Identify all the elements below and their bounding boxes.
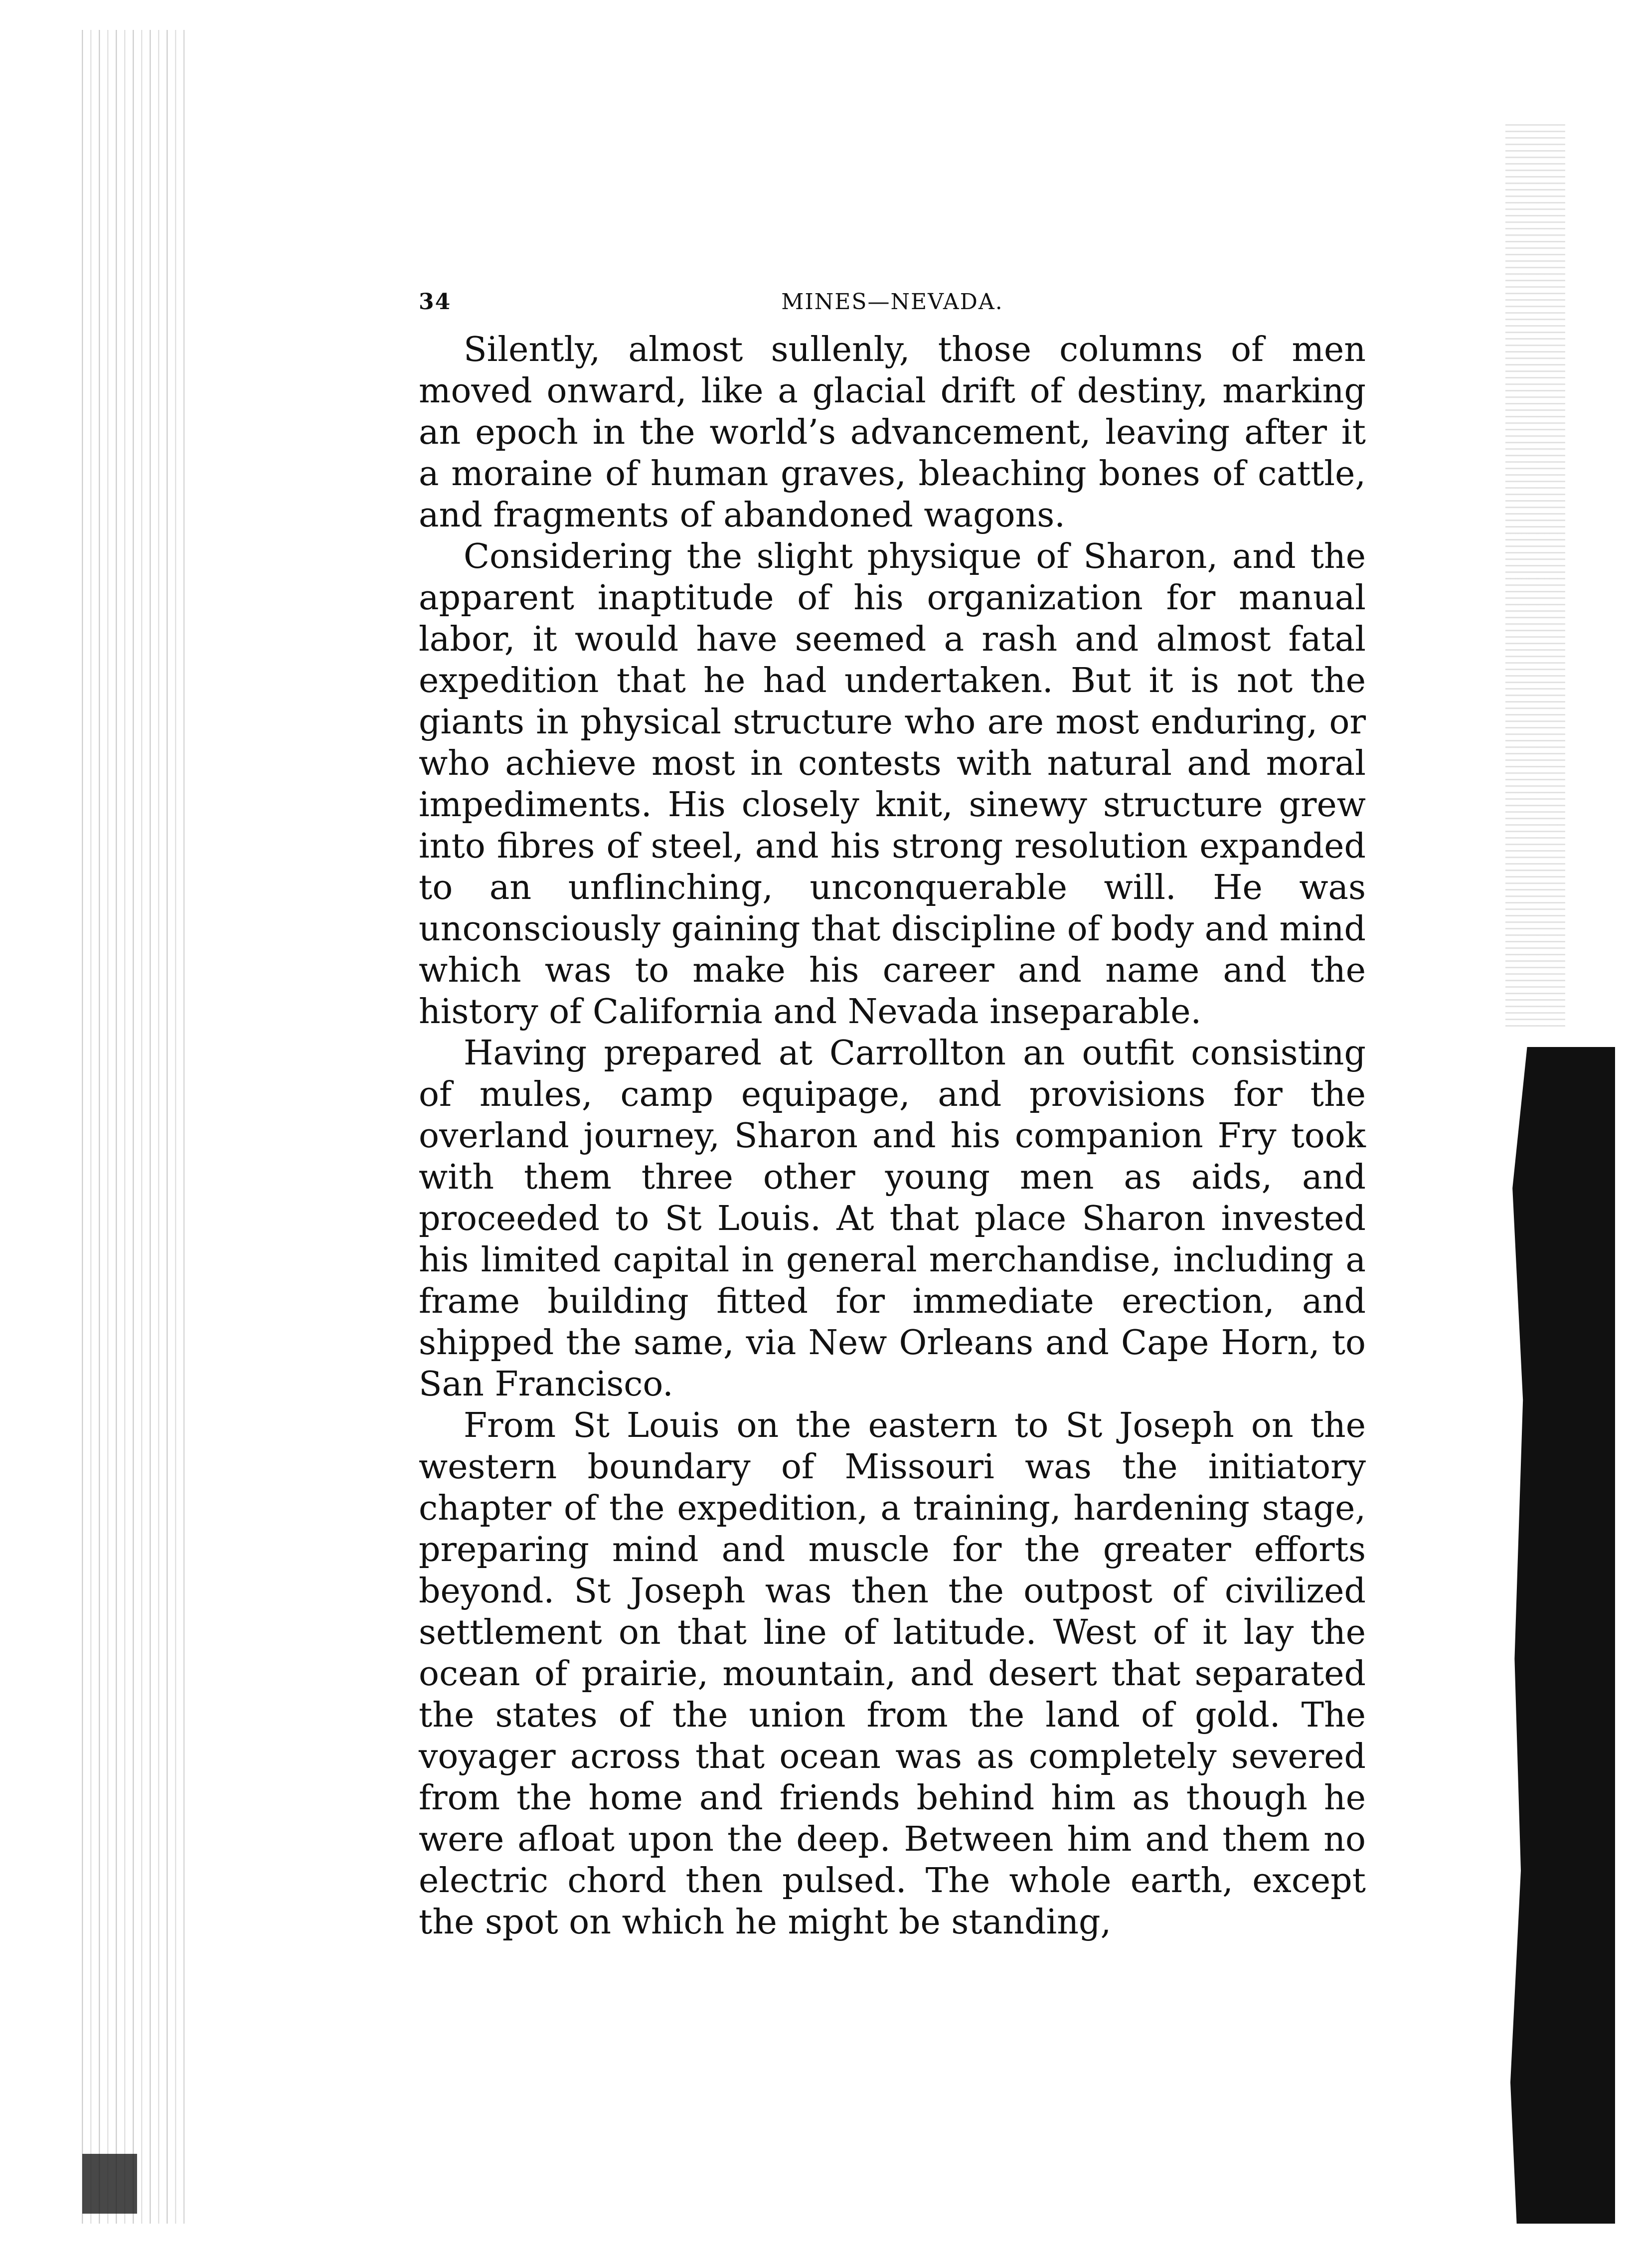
page-number: 34 xyxy=(419,289,452,315)
book-page xyxy=(419,279,1366,1943)
scan-binding-shadow-left xyxy=(82,2154,137,2214)
scan-page-edge-right xyxy=(1505,120,1565,1027)
running-title: MINES—NEVADA. xyxy=(781,289,1003,315)
paragraph-4: From St Louis on the eastern to St Joseph on the western boundary of Missouri was the initiatory chapter of the expedition, a training, hardening stage, preparing mind and muscle for the greater efforts beyond. St Joseph was then the outpost of civilized settlement on that line of latitude. West of it lay the ocean of prairie, mountain, and desert that separated the states of the union from the land of gold. The voyager across that ocean was as completely severed from the home and friends behind him as though he were afloat upon the deep. Between him and them no electric chord then pulsed. The whole earth, except the spot on which he might be standing, xyxy=(419,1406,1366,1942)
body-text xyxy=(419,329,1366,1943)
paragraph-1: Silently, almost sullenly, those columns of men moved onward, like a glacial drift of destiny, marking an epoch in the world’s advancement, leaving after it a moraine of human graves, bleaching bones of cattle, and fragments of abandoned wagons. xyxy=(419,330,1366,535)
paragraph-3: Having prepared at Carrollton an outfit consisting of mules, camp equipage, and provisions for the overland journey, Sharon and his companion Fry took with them three other young men as aids, and proceeded to St Louis. At that place Sharon invested his limited capital in general merchandise, including a frame building fitted for immediate erection, and shipped the same, via New Orleans and Cape Horn, to San Francisco. xyxy=(419,1034,1366,1404)
running-head xyxy=(419,279,1366,329)
paragraph-2: Considering the slight physique of Sharon, and the apparent inaptitude of his organization for manual labor, it would have seemed a rash and almost fatal expedition that he had undertaken. But it is not the giants in physical structure who are most enduring, or who achieve most in contests with natural and moral impediments. His closely knit, sinewy structure grew into fibres of steel, and his strong resolution expanded to an unflinching, unconquerable will. He was unconsciously gaining that discipline of body and mind which was to make his career and name and the history of California and Nevada inseparable. xyxy=(419,537,1366,1032)
scan-page-shadow-right xyxy=(1510,1047,1615,2224)
scan-binding-edge-left xyxy=(75,30,184,2224)
